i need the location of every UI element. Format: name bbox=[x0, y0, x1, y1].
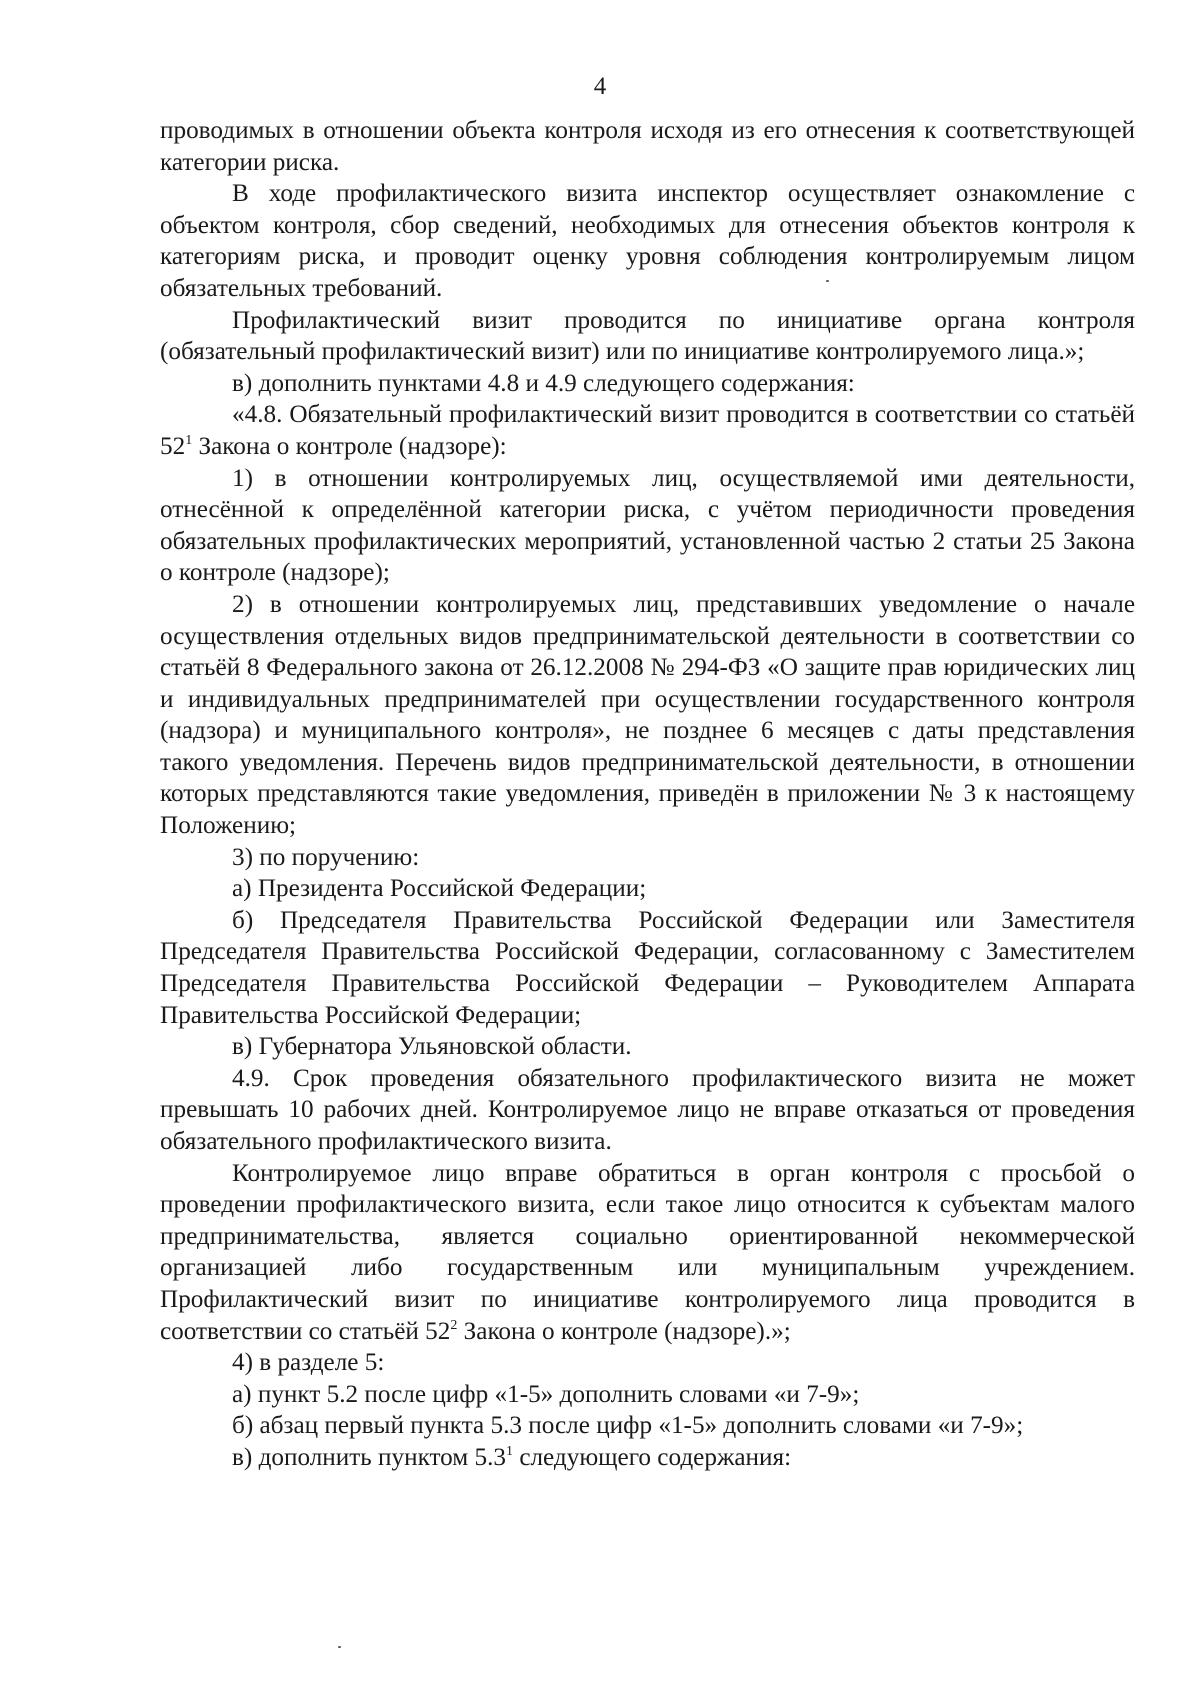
paragraph-item-3a: а) Президента Российской Федерации; bbox=[232, 875, 647, 903]
initiative-visit-superscript: 2 bbox=[450, 1317, 458, 1333]
scan-speck bbox=[826, 280, 829, 282]
document-body bbox=[160, 115, 1135, 1474]
clause-4-8-text-end: Закона о контроле (надзоре): bbox=[192, 432, 507, 460]
paragraph-item-3v: в) Губернатора Ульяновской области. bbox=[232, 1033, 632, 1061]
page-number: 4 bbox=[593, 73, 607, 100]
clause-4-8-text: «4.8. Обязательный профилактический визит проводится в соответствии со статьёй 52 bbox=[160, 401, 1135, 460]
paragraph-section-5a: а) пункт 5.2 после цифр «1-5» дополнить словами «и 7-9»; bbox=[232, 1380, 860, 1408]
section-5v-text: в) дополнить пунктом 5.3 bbox=[232, 1443, 507, 1471]
paragraph-initiative-visit bbox=[160, 1158, 1135, 1348]
scan-speck bbox=[338, 1646, 341, 1648]
paragraph-amendment-v: в) дополнить пунктами 4.8 и 4.9 следующего содержания: bbox=[232, 369, 855, 397]
initiative-visit-text-end: Закона о контроле (надзоре).»; bbox=[457, 1317, 791, 1345]
paragraph-section-5v bbox=[160, 1442, 1135, 1474]
paragraph-clause-4-9: 4.9. Срок проведения обязательного профилактического визита не может превышать 10 рабочих дней. Контролируемое лицо не вправе отказаться от проведения обязательного профилактического визита. bbox=[160, 1064, 1135, 1155]
paragraph-item-3b: б) Председателя Правительства Российской Федерации или Заместителя Председателя Правительства Российской Федерации, согласованному с Заместителем Председателя Правительства Российской Федерации – Руководителем Аппарата Правительства Российской Федерации; bbox=[160, 906, 1135, 1029]
paragraph-section-5b: б) абзац первый пункта 5.3 после цифр «1-5» дополнить словами «и 7-9»; bbox=[232, 1412, 1024, 1440]
paragraph-item-1: 1) в отношении контролируемых лиц, осуществляемой ими деятельности, отнесённой к определённой категории риска, с учётом периодичности проведения обязательных профилактических мероприятий, установленной частью 2 статьи 25 Закона о контроле (надзоре); bbox=[160, 464, 1135, 587]
initiative-visit-text: Контролируемое лицо вправе обратиться в орган контроля с просьбой о проведении профилактического визита, если такое лицо относится к субъектам малого предпринимательства, является социально ориентированной некоммерческой организацией либо государственным или муниципальным учреждением. Профилактический визит по инициативе контролируемого лица проводится в соответствии со статьёй 52 bbox=[160, 1159, 1135, 1345]
paragraph-item-2: 2) в отношении контролируемых лиц, представивших уведомление о начале осуществления отдельных видов предпринимательской деятельности в соответствии со статьёй 8 Федерального закона от 26.12.2008 № 294-ФЗ «О защите прав юридических лиц и индивидуальных предпринимателей при осуществлении государственного контроля (надзора) и муниципального контроля», не позднее 6 месяцев с даты представления такого уведомления. Перечень видов предпринимательской деятельности, в отношении которых представляются такие уведомления, приведён в приложении № 3 к настоящему Положению; bbox=[160, 590, 1135, 840]
clause-4-8-superscript: 1 bbox=[185, 432, 193, 448]
paragraph-item-3: 3) по поручению: bbox=[232, 843, 420, 871]
section-5v-superscript: 1 bbox=[506, 1443, 514, 1459]
paragraph-visit-initiative: Профилактический визит проводится по инициативе органа контроля (обязательный профилактический визит) или по инициативе контролируемого лица.»; bbox=[160, 306, 1135, 366]
paragraph-visit-procedure: В ходе профилактического визита инспектор осуществляет ознакомление с объектом контроля, сбор сведений, необходимых для отнесения объектов контроля к категориям риска, и проводит оценку уровня соблюдения контролируемым лицом обязательных требований. bbox=[160, 180, 1135, 302]
paragraph-section-5: 4) в разделе 5: bbox=[232, 1349, 385, 1377]
section-5v-text-end: следующего содержания: bbox=[513, 1443, 792, 1471]
paragraph-continuation: проводимых в отношении объекта контроля исходя из его отнесения к соответствующей категории риска. bbox=[160, 117, 1135, 176]
paragraph-clause-4-8 bbox=[160, 399, 1135, 462]
